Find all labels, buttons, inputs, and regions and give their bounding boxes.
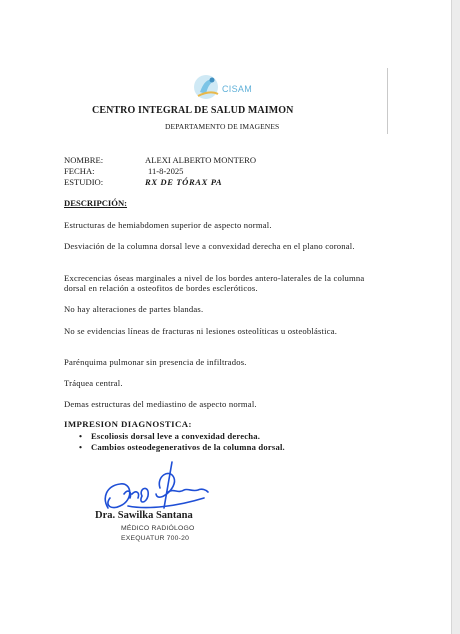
description-paragraph: Parénquima pulmonar sin presencia de infiltrados. <box>64 357 247 367</box>
description-paragraph: Estructuras de hemiabdomen superior de aspecto normal. <box>64 220 272 230</box>
patient-name-row <box>64 155 257 165</box>
date-label: FECHA: <box>64 166 95 176</box>
bullet-icon: • <box>79 431 83 441</box>
impression-title: IMPRESION DIAGNOSTICA: <box>64 419 192 429</box>
description-title: DESCRIPCIÓN: <box>64 198 128 208</box>
date-value: 11-8-2025 <box>148 166 184 176</box>
organization-title: CENTRO INTEGRAL DE SALUD MAIMON <box>92 105 294 116</box>
impression-item-text: Escoliosis dorsal leve a convexidad derecha. <box>91 431 261 441</box>
name-label: NOMBRE: <box>64 155 104 165</box>
doctor-role: MÉDICO RADIÓLOGO <box>121 525 195 532</box>
impression-list <box>79 431 285 453</box>
description-paragraph: Desviación de la columna dorsal leve a convexidad derecha en el plano coronal. <box>64 241 355 251</box>
date-row <box>64 166 184 176</box>
department-subtitle: DEPARTAMENTO DE IMAGENES <box>165 122 280 131</box>
impression-item <box>79 431 285 442</box>
study-value: RX DE TÓRAX PA <box>145 177 223 187</box>
doctor-registration: EXEQUATUR 700-20 <box>121 535 190 542</box>
logo-text: CISAM <box>222 84 253 94</box>
header-divider <box>387 68 388 134</box>
study-label: ESTUDIO: <box>64 177 104 187</box>
description-paragraph: No hay alteraciones de partes blandas. <box>64 304 204 314</box>
impression-item-text: Cambios osteodegenerativos de la columna dorsal. <box>91 442 285 452</box>
impression-item <box>79 442 285 453</box>
study-row <box>64 177 223 187</box>
handwritten-signature-icon <box>98 458 210 514</box>
name-value: ALEXI ALBERTO MONTERO <box>145 155 257 165</box>
description-paragraph: Demas estructuras del mediastino de aspecto normal. <box>64 399 257 409</box>
description-paragraph: Excrecencias óseas marginales a nivel de los bordes antero-laterales de la columna dorsal en relación a osteofitos de bordes escleróticos. <box>64 273 365 294</box>
bullet-icon: • <box>79 442 83 452</box>
doctor-name: Dra. Sawilka Santana <box>95 510 193 521</box>
description-paragraph: No se evidencias líneas de fracturas ni lesiones osteolíticas u osteoblástica. <box>64 326 338 336</box>
vertical-scrollbar[interactable] <box>451 0 460 634</box>
description-paragraph: Tráquea central. <box>64 378 123 388</box>
